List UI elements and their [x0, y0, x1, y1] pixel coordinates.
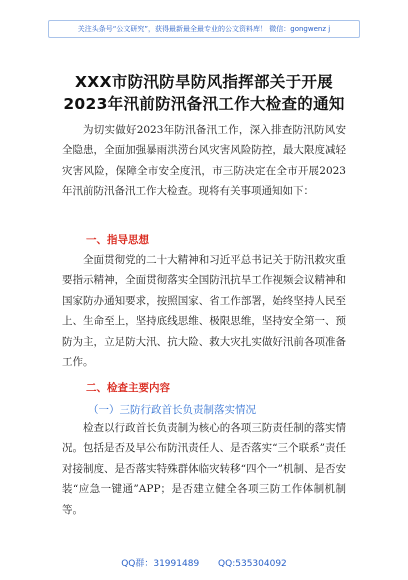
- footer-qq: QQ:535304092: [218, 559, 287, 569]
- banner-text: 关注头条号“公文研究”，获得最新最全最专业的公文资料库！ 微信：gongwenz j: [77, 25, 331, 33]
- document-title-line-1: XXX市防汛防旱防风指挥部关于开展: [75, 73, 333, 91]
- document-title-line-2: 2023年汛前防汛备汛工作大检查的通知: [63, 95, 345, 113]
- section-2-heading: 二、检查主要内容: [86, 382, 170, 394]
- footer-qq-group: QQ群：31991489: [121, 559, 200, 569]
- subsection-1-body: 检查以行政首长负责制为核心的各项三防责任制的落实情况。包括是否及早公布防汛责任人、是否落实“三个联系”责任对接制度、是否落实特殊群体临灾转移“四个一”机制、是否安装“应急一键通”APP；是否建立健全各项三防工作体制机制等。: [62, 422, 346, 516]
- section-1-body: 全面贯彻党的二十大精神和习近平总书记关于防汛救灾重要指示精神，全面贯彻落实全国防汛抗旱工作视频会议精神和国家防办通知要求，按照国家、省工作部署，始终坚持人民至上、生命至上，坚持底线思维、极限思维，坚持安全第一、预防为主，立足防大汛、抗大险、救大灾扎实做好汛前各项准备工作。: [62, 254, 346, 369]
- subsection-1-heading: （一）三防行政首长负责制落实情况: [88, 404, 256, 416]
- footer-contact: [0, 556, 408, 569]
- section-1-heading: 一、指导思想: [86, 234, 149, 246]
- header-banner: [48, 20, 360, 38]
- intro-paragraph: 为切实做好2023年防汛备汛工作，深入排查防汛防风安全隐患，全面加强暴雨洪涝台风灾害风险防控，最大限度减轻灾害风险，保障全市安全度汛，市三防决定在全市开展2023年汛前防汛备汛工作大检查。现将有关事项通知如下：: [62, 124, 346, 198]
